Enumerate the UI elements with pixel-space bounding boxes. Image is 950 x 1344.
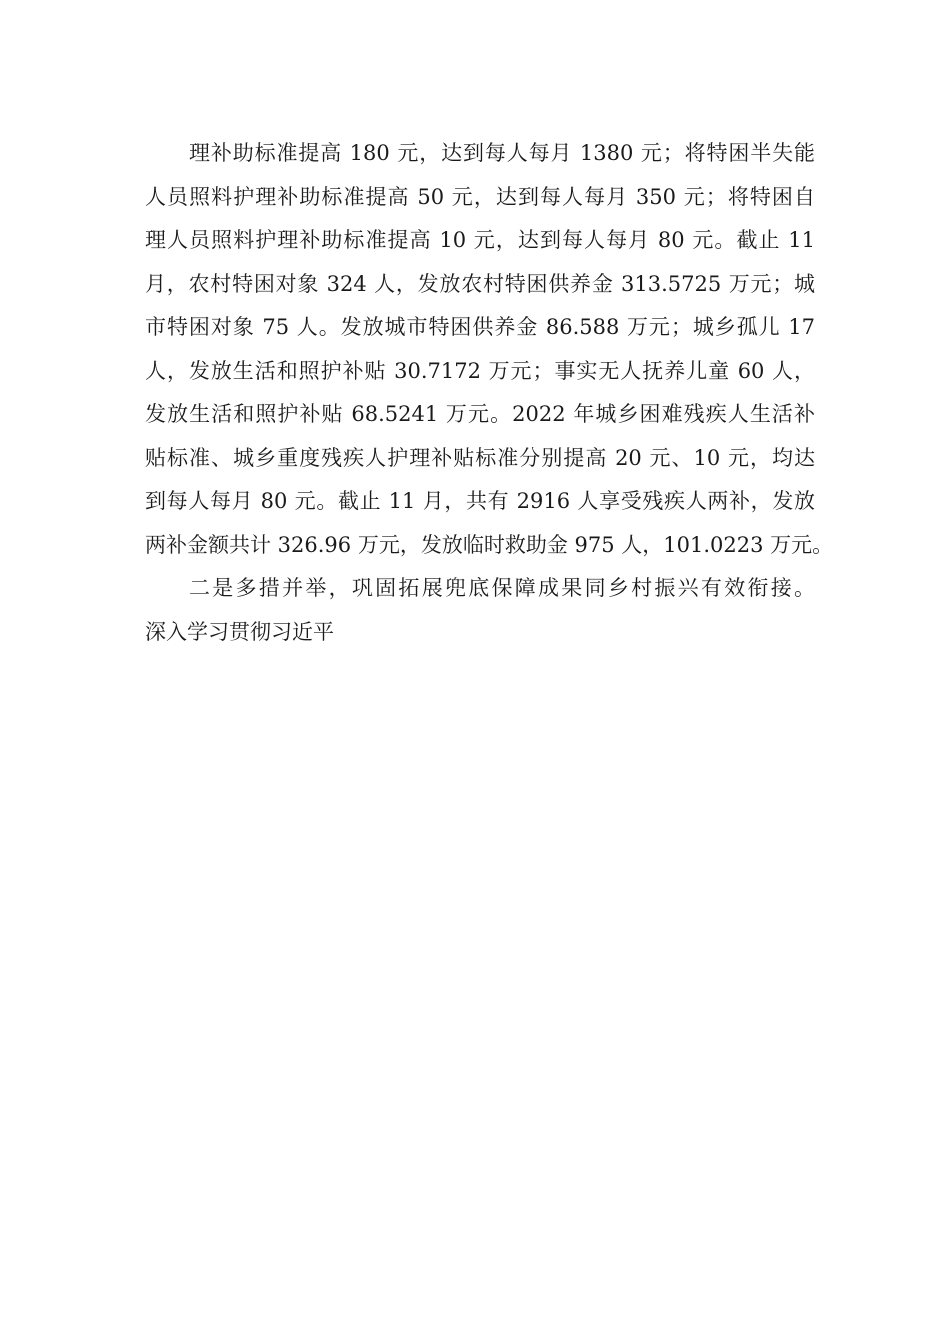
text-line: 二是多措并举，巩固拓展兜底保障成果同乡村振兴有效衔接。 [189,576,815,600]
paragraph-1 [145,132,834,567]
text-line: 贴标准、城乡重度残疾人护理补贴标准分别提高 20 元、10 元，均达 [145,445,815,470]
document-body [145,132,834,654]
text-line: 人，发放生活和照护补贴 30.7172 万元；事实无人抚养儿童 60 人， [145,358,815,383]
text-line: 月，农村特困对象 324 人，发放农村特困供养金 313.5725 万元；城 [145,271,815,296]
text-line: 深入学习贯彻习近平 [145,619,334,644]
text-line: 发放生活和照护补贴 68.5241 万元。2022 年城乡困难残疾人生活补 [145,402,815,426]
text-line: 两补金额共计 326.96 万元，发放临时救助金 975 人，101.0223 万元。 [145,532,834,557]
text-line: 理人员照料护理补助标准提高 10 元，达到每人每月 80 元。截止 11 [145,228,815,252]
text-line: 市特困对象 75 人。发放城市特困供养金 86.588 万元；城乡孤儿 17 [145,315,815,339]
text-line: 理补助标准提高 180 元，达到每人每月 1380 元；将特困半失能 [189,141,815,165]
text-line: 人员照料护理补助标准提高 50 元，达到每人每月 350 元；将特困自 [145,184,815,209]
paragraph-2 [145,567,815,654]
text-line: 到每人每月 80 元。截止 11 月，共有 2916 人享受残疾人两补，发放 [145,489,815,513]
